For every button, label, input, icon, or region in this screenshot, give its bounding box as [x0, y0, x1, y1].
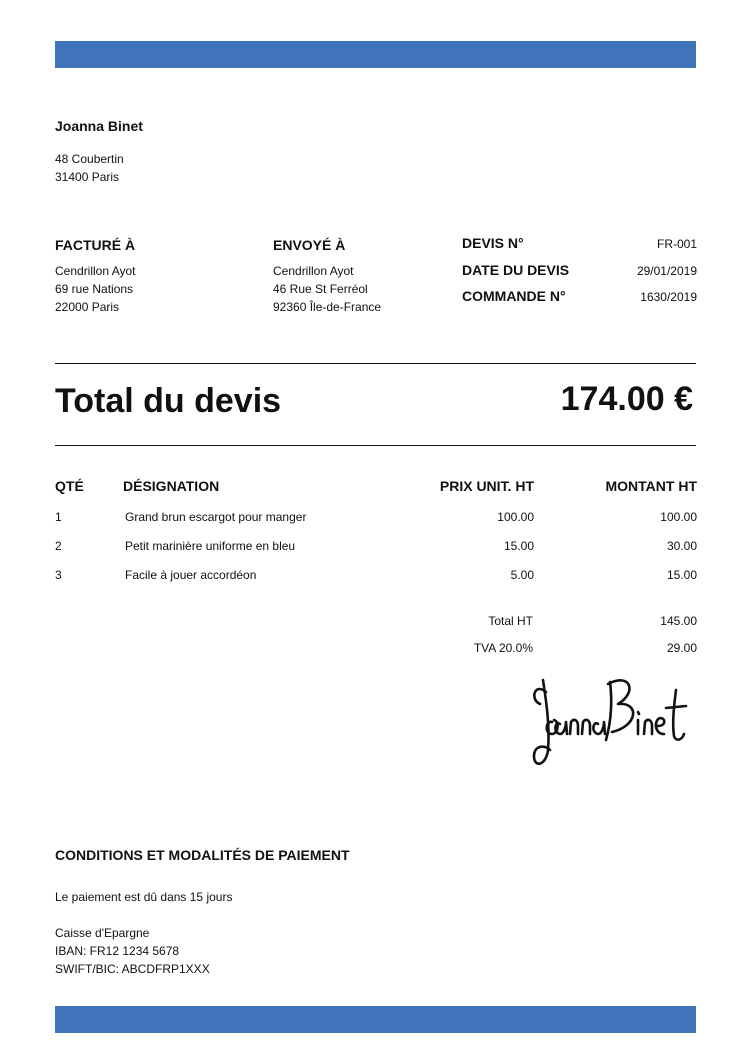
billed-to-heading: FACTURÉ À [55, 237, 136, 253]
signature-image [526, 670, 701, 775]
quote-date-row [462, 262, 697, 289]
row-amount: 30.00 [666, 539, 697, 553]
divider-bottom [55, 445, 696, 446]
quote-date-label: DATE DU DEVIS [462, 261, 570, 278]
totals-summary [400, 614, 697, 668]
order-number-value: 1630/2019 [640, 290, 697, 304]
bank-details-line: Caisse d'Epargne [55, 926, 150, 940]
vat-row [400, 641, 697, 668]
sender-address-line: 31400 Paris [55, 170, 120, 184]
quote-number-label: DEVIS N° [462, 235, 524, 251]
payment-terms-heading: CONDITIONS ET MODALITÉS DE PAIEMENT [55, 847, 350, 863]
row-description: Grand brun escargot pour manger [125, 510, 307, 524]
subtotal-row [400, 614, 697, 641]
shipped-to-line: 92360 Île-de-France [273, 300, 382, 314]
table-row [55, 539, 697, 568]
billed-to-line: 22000 Paris [55, 300, 120, 314]
billed-to-line: Cendrillon Ayot [55, 264, 136, 278]
row-unit-price: 100.00 [497, 510, 534, 524]
header-amount: MONTANT HT [605, 478, 697, 494]
divider-top [55, 363, 696, 364]
items-table-header [55, 478, 697, 510]
footer-accent-bar [55, 1006, 696, 1033]
shipped-to-line: Cendrillon Ayot [273, 264, 354, 278]
subtotal-label: Total HT [488, 614, 533, 628]
sender-name: Joanna Binet [55, 118, 143, 134]
vat-label: TVA 20.0% [473, 641, 533, 655]
row-qty: 3 [55, 568, 62, 582]
table-row [55, 568, 697, 597]
items-table [55, 478, 697, 597]
order-number-row [462, 288, 697, 315]
row-amount: 100.00 [660, 510, 697, 524]
bank-details-line: SWIFT/BIC: ABCDFRP1XXX [55, 962, 210, 976]
total-value: 174.00 € [560, 380, 693, 418]
sender-address [55, 150, 124, 186]
header-accent-bar [55, 41, 696, 68]
total-label: Total du devis [55, 382, 282, 420]
shipped-to-line: 46 Rue St Ferréol [273, 282, 368, 296]
quote-number-row [462, 235, 697, 262]
header-unit-price: PRIX UNIT. HT [439, 478, 534, 494]
row-qty: 2 [55, 539, 62, 553]
billed-to-address [55, 262, 136, 316]
header-description: DÉSIGNATION [123, 478, 220, 494]
row-amount: 15.00 [666, 568, 697, 582]
billed-to-line: 69 rue Nations [55, 282, 134, 296]
row-unit-price: 15.00 [503, 539, 534, 553]
shipped-to-address [273, 262, 381, 316]
table-row [55, 510, 697, 539]
row-unit-price: 5.00 [510, 568, 534, 582]
shipped-to-heading: ENVOYÉ À [273, 237, 346, 253]
row-description: Petit marinière uniforme en bleu [125, 539, 296, 553]
order-number-label: COMMANDE N° [462, 288, 566, 304]
sender-address-line: 48 Coubertin [55, 152, 124, 166]
header-qty: QTÉ [55, 478, 84, 494]
row-description: Facile à jouer accordéon [125, 568, 257, 582]
row-qty: 1 [55, 510, 62, 524]
quote-meta [462, 235, 697, 315]
bank-details-line: IBAN: FR12 1234 5678 [55, 944, 180, 958]
quote-date-value: 29/01/2019 [636, 263, 697, 278]
payment-terms-note: Le paiement est dû dans 15 jours [55, 890, 233, 904]
bank-details [55, 924, 210, 978]
quote-number-value: FR-001 [656, 237, 697, 251]
subtotal-value: 145.00 [660, 614, 697, 628]
vat-value: 29.00 [666, 641, 697, 655]
